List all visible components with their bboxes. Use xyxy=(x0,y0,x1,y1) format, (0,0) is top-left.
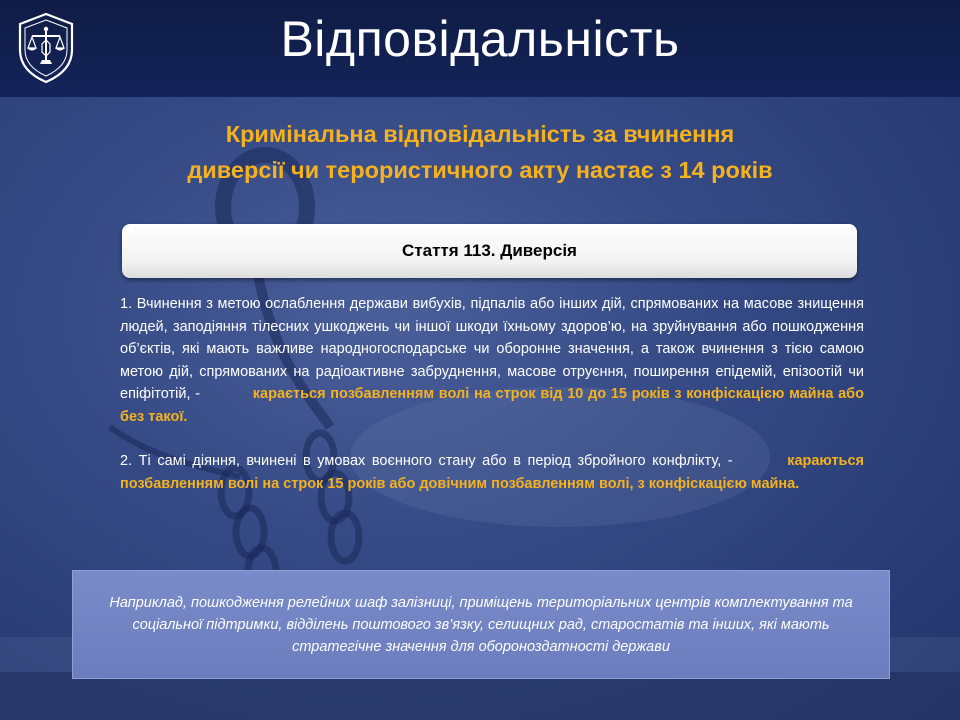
article-body xyxy=(120,293,864,495)
paragraph-gap xyxy=(120,428,864,450)
header-bar xyxy=(0,0,960,97)
age-of-responsibility-heading xyxy=(60,116,900,188)
example-box xyxy=(72,570,890,679)
subtitle-line-2: диверсії чи терористичного акту настає з 14 років xyxy=(187,157,773,183)
example-text: Наприклад, пошкодження релейних шаф залізниці, приміщень територіальних центрів комплектування та соціальної підтримки, відділень поштового зв’язку, селищних рад, старостатів та інших, які мають стратегічне значення для обороноздатності держави xyxy=(109,594,853,655)
part-2-penalty: караються позбавленням волі на строк 15 років або довічним позбавленням волі, з конфіскацією майна. xyxy=(120,453,864,492)
article-title: Стаття 113. Диверсія xyxy=(402,241,577,260)
article-part-1 xyxy=(120,293,864,428)
part-1-penalty: карається позбавленням волі на строк від 10 до 15 років з конфіскацією майна або без такої. xyxy=(120,386,865,425)
article-part-2 xyxy=(120,450,864,495)
article-title-box xyxy=(122,224,857,278)
part-2-text: 2. Ті самі діяння, вчинені в умовах воєнного стану або в період збройного конфлікту, - xyxy=(120,453,733,469)
page-title: Відповідальність xyxy=(280,11,680,67)
subtitle-line-1: Кримінальна відповідальність за вчинення xyxy=(225,121,735,147)
part-1-text: 1. Вчинення з метою ослаблення держави вибухів, підпалів або інших дій, спрямованих на масове знищення людей, заподіяння тілесних ушкоджень чи іншої шкоди їхньому здоров’ю, на зруйнування або пошкодження об’єктів, які мають важливе народногосподарське чи оборонне значення, а також вчинення з тією самою метою дій, спрямованих на радіоактивне забруднення, масове отруєння, поширення епідемій, епізоотій чи епіфітотій, - xyxy=(120,296,864,402)
